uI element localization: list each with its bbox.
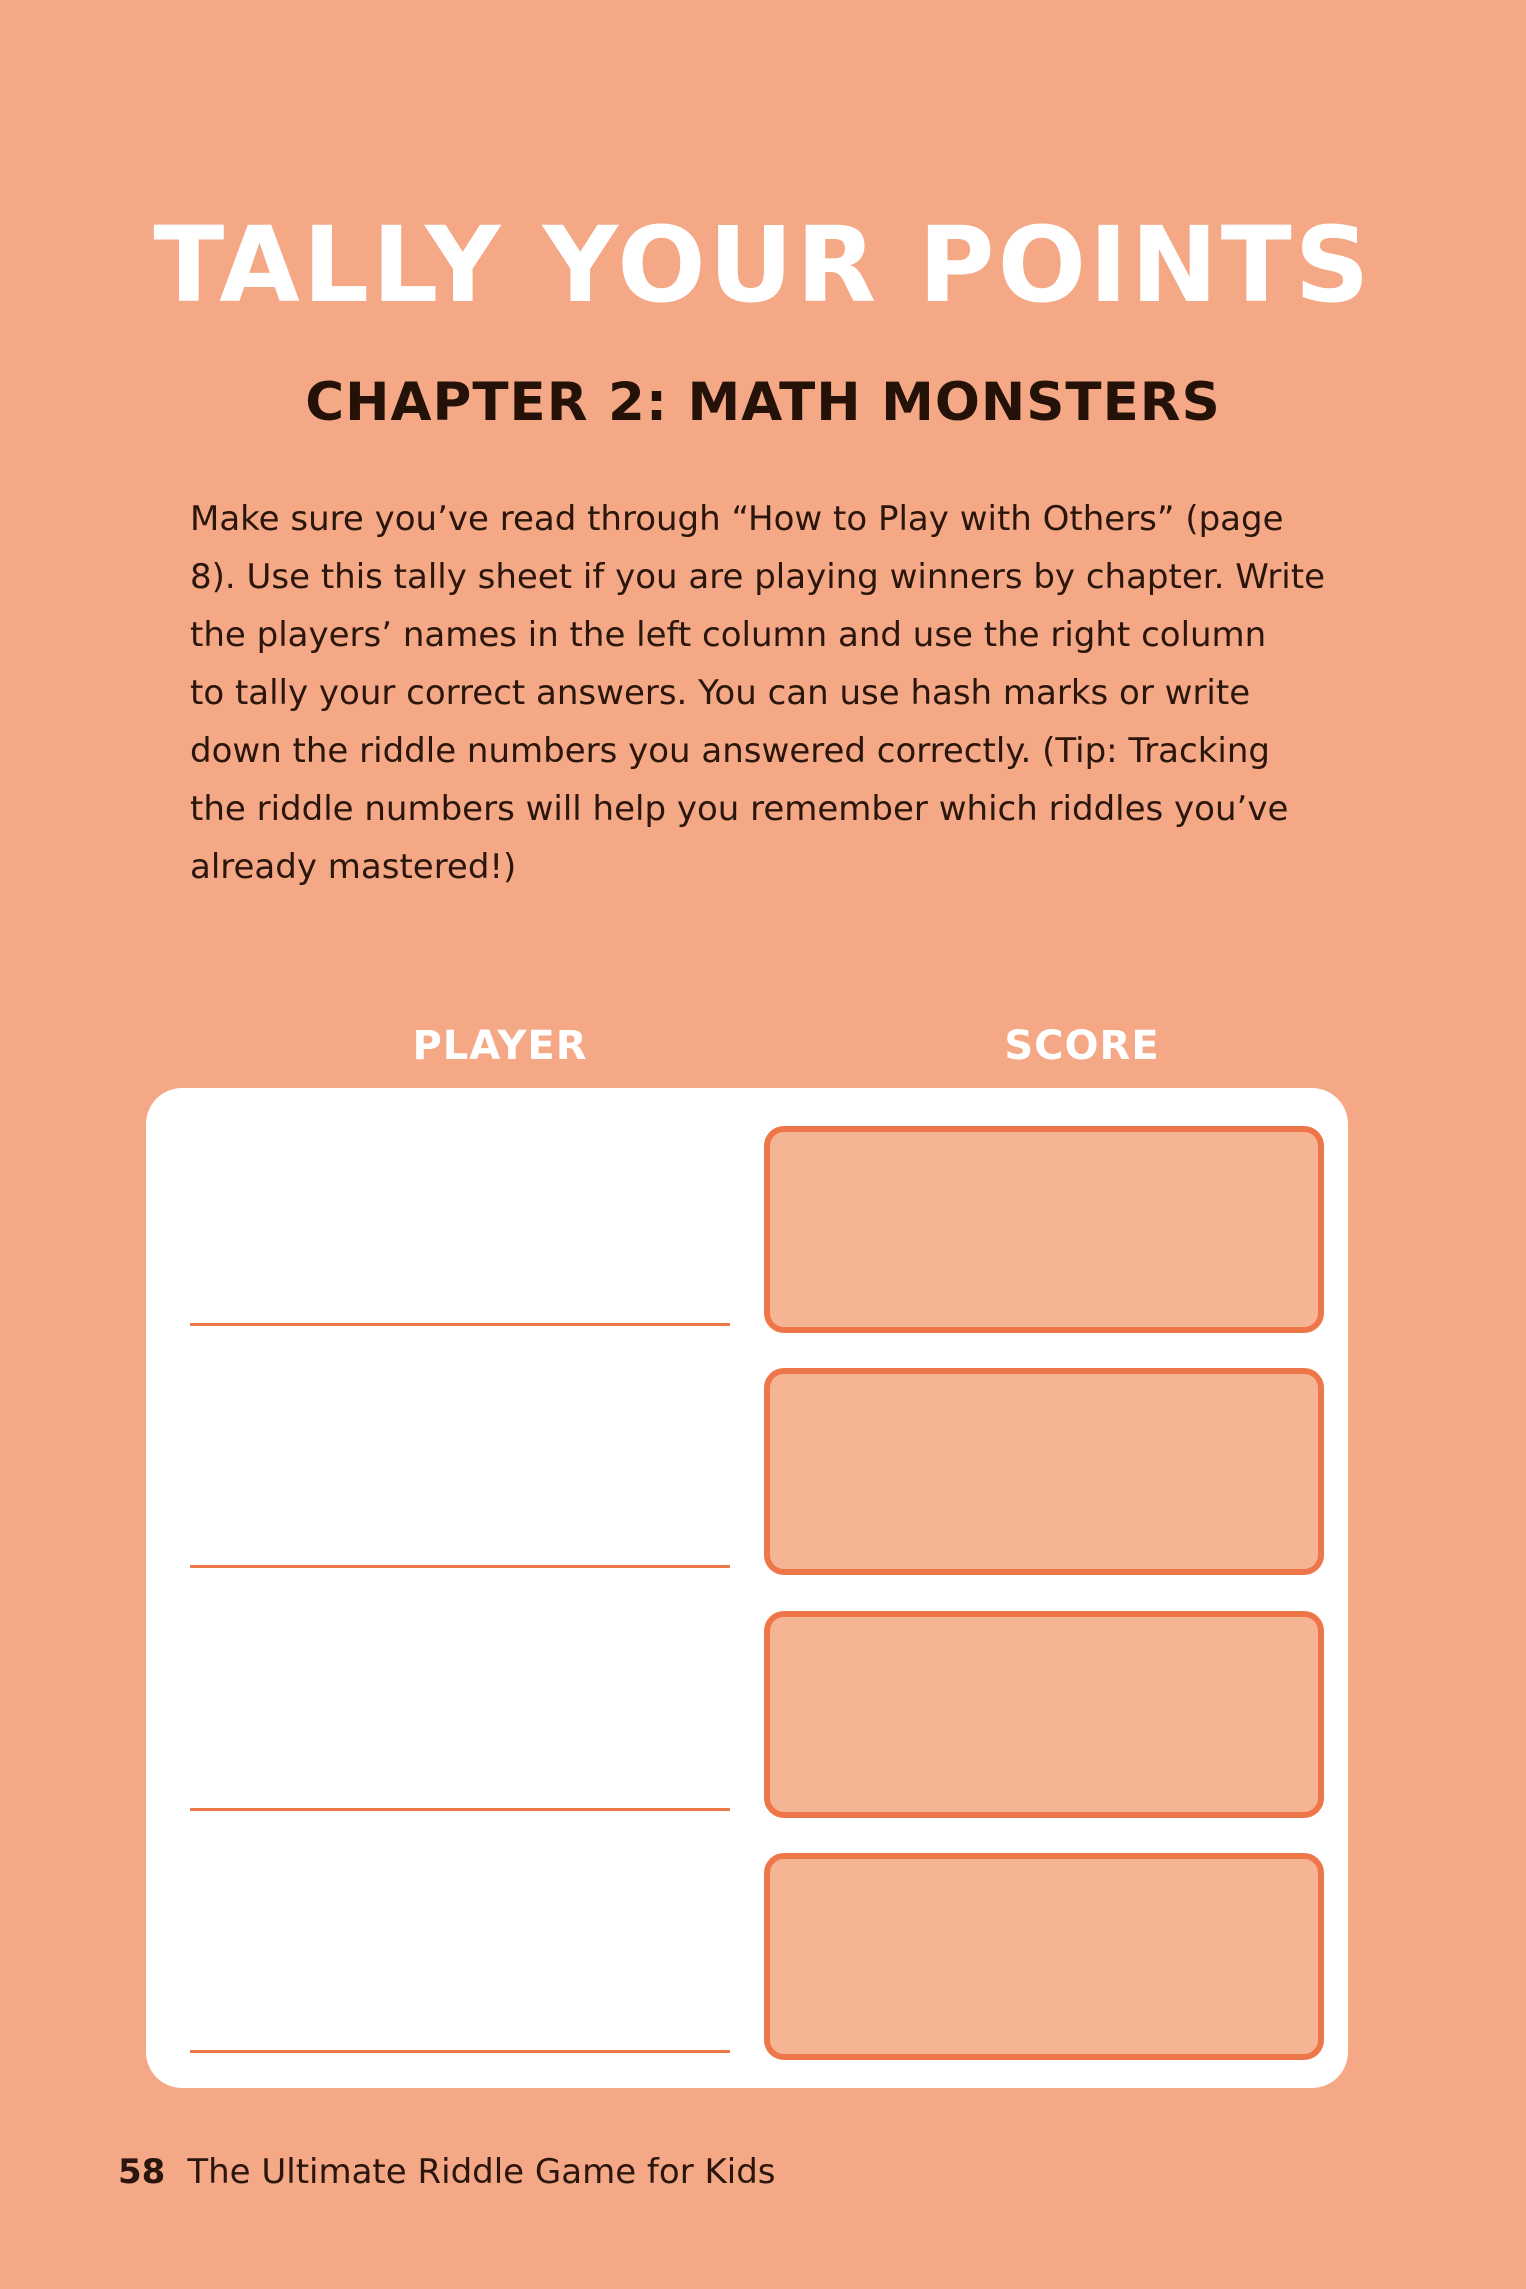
instructions-line: 8). Use this tally sheet if you are playing winners by chapter. Write	[190, 557, 1325, 597]
score-box[interactable]	[764, 1853, 1324, 2060]
score-box[interactable]	[764, 1368, 1324, 1575]
page-title: TALLY YOUR POINTS	[153, 204, 1373, 326]
score-box[interactable]	[764, 1126, 1324, 1333]
page-number: 58	[118, 2152, 166, 2192]
score-box[interactable]	[764, 1611, 1324, 1818]
instructions-line: down the riddle numbers you answered correctly. (Tip: Tracking	[190, 731, 1270, 771]
book-title: The Ultimate Riddle Game for Kids	[187, 2152, 776, 2192]
player-column-header: PLAYER	[412, 1023, 588, 1069]
chapter-subtitle: CHAPTER 2: MATH MONSTERS	[305, 372, 1221, 433]
player-name-line[interactable]	[190, 2050, 730, 2053]
instructions-paragraph	[190, 490, 1340, 896]
player-name-line[interactable]	[190, 1323, 730, 1326]
instructions-line: the players’ names in the left column and use the right column	[190, 615, 1267, 655]
page-footer	[118, 2148, 776, 2196]
instructions-line: Make sure you’ve read through “How to Play with Others” (page	[190, 499, 1284, 539]
player-name-line[interactable]	[190, 1565, 730, 1568]
score-column-header: SCORE	[1004, 1023, 1160, 1069]
tally-sheet	[146, 1088, 1348, 2088]
instructions-line: the riddle numbers will help you remember which riddles you’ve	[190, 789, 1289, 829]
instructions-line: already mastered!)	[190, 847, 517, 887]
instructions-line: to tally your correct answers. You can use hash marks or write	[190, 673, 1251, 713]
player-name-line[interactable]	[190, 1808, 730, 1811]
